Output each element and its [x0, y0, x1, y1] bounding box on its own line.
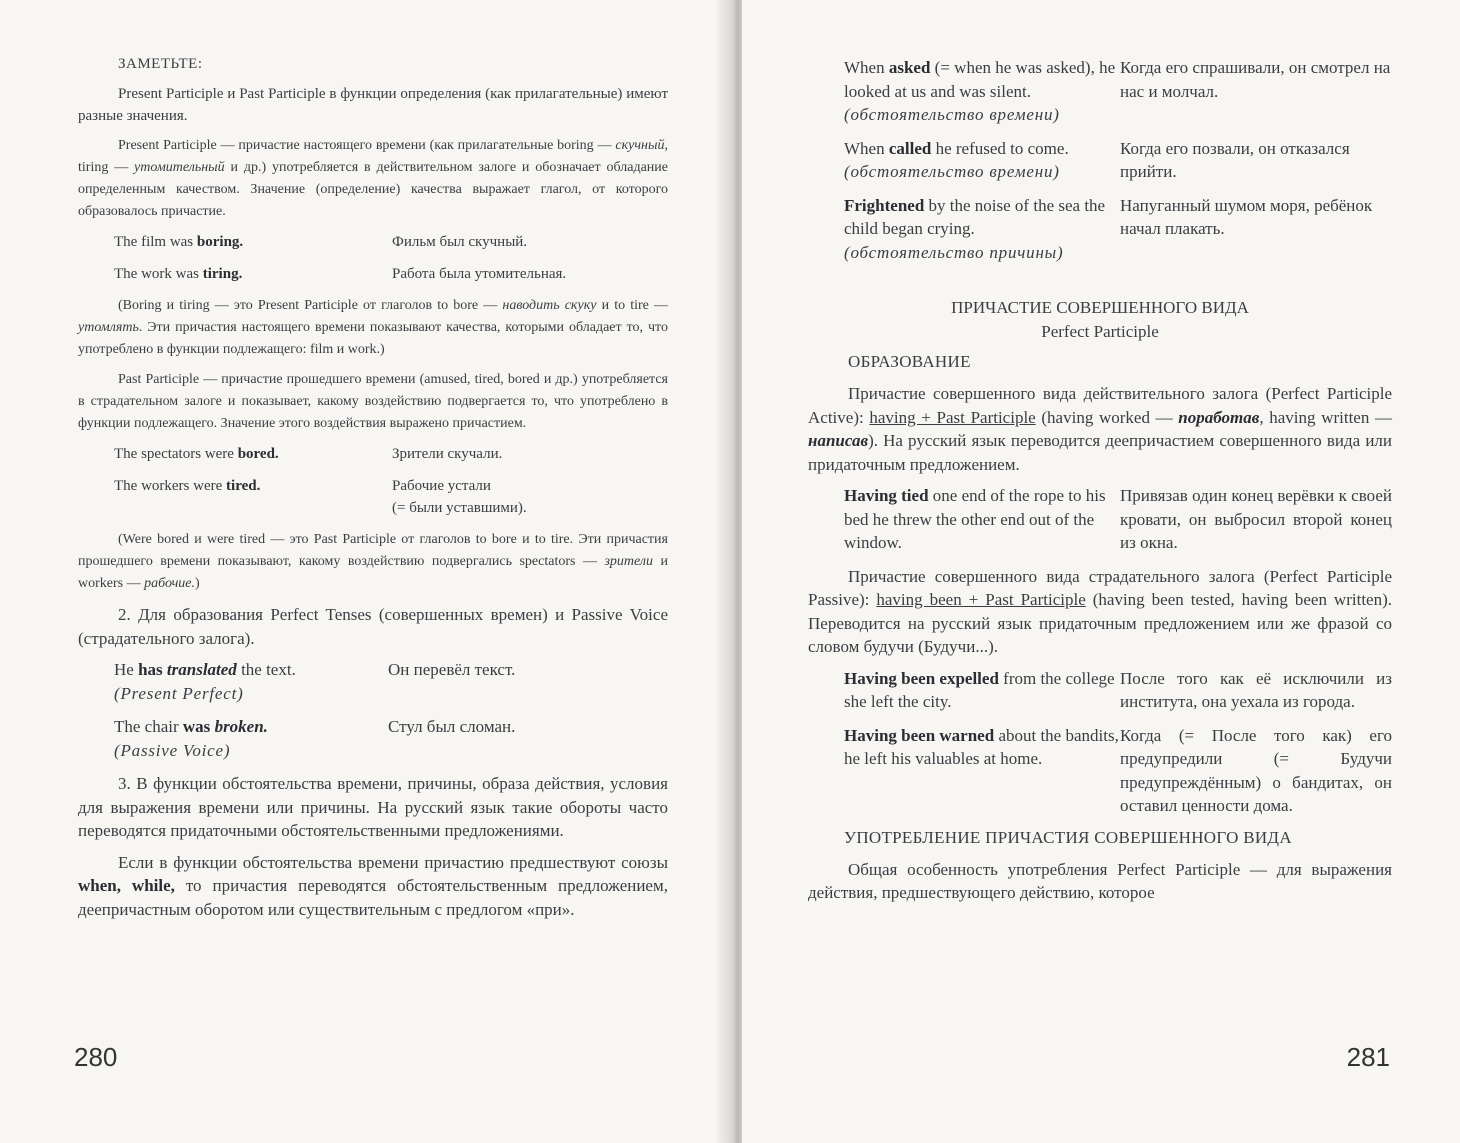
page-number: 280 — [74, 1042, 118, 1072]
example-russian: Зрители скучали. — [392, 446, 503, 462]
example-row — [78, 658, 668, 705]
example-russian: Стул был сломан. — [388, 717, 516, 736]
example-english: Having tied one end of the rope to his bed he threw the other end out of the window. — [844, 486, 1106, 552]
example-english: The workers were tired. — [114, 478, 261, 494]
example-row — [808, 137, 1392, 184]
example-row — [808, 667, 1392, 714]
example-english: Having been expelled from the college she left the city. — [844, 668, 1115, 711]
example-english: Having been warned about the bandits, he left his valuables at home. — [844, 725, 1119, 768]
example-english: When called he refused to come. (обстоятельство времени) — [844, 138, 1069, 181]
paragraph-perfect-passive: Причастие совершенного вида страдательного залога (Perfect Participle Passive): having been + Past Participle (having been tested, having been written). Переводится на русский язык придаточным предложением или же фразой со словом будучи (Будучи...). — [808, 566, 1392, 656]
example-row — [808, 484, 1392, 555]
example-english: He has translated the text. (Present Perfect) — [114, 660, 296, 703]
example-russian: Когда его позвали, он отказался прийти. — [1120, 138, 1350, 181]
paragraph-were-bored: (Were bored и were tired — это Past Participle от глаголов to bore и to tire. Эти причастия прошедшего времени показывают, какому воздействию подвергались spectators — зрители и workers — рабочие.) — [78, 532, 669, 591]
example-english: The spectators were bored. — [114, 446, 279, 462]
example-russian: Фильм был скучный. — [392, 234, 528, 250]
paragraph-adverbial-function: 3. В функции обстоятельства времени, причины, образа действия, условия для выражения времени или причины. На русский язык такие обороты часто переводятся придаточными обстоятельственными предложениями. — [78, 774, 668, 840]
example-row — [78, 443, 668, 465]
paragraph-boring-tiring: (Boring и tiring — это Present Participle от глаголов to bore — наводить скуку и to tire — утомлять. Эти причастия настоящего времени показывают качества, которыми обладает то, что употреблено в функции подлежащего: film и work.) — [78, 298, 668, 357]
paragraph-perfect-active: Причастие совершенного вида действительного залога (Perfect Participle Active): having + Past Participle (having worked — поработав, having written — написав). На русский язык переводится деепричастием совершенного вида или придаточным предложением. — [808, 384, 1393, 474]
example-russian: Когда его спрашивали, он смотрел на нас и молчал. — [1120, 58, 1391, 101]
example-russian: Напуганный шумом моря, ребёнок начал плакать. — [1120, 195, 1373, 238]
section-subtitle: Perfect Participle — [1041, 322, 1159, 341]
example-russian: Когда (= После того как) его предупредили (= Будучи предупреждённым) о бандитах, он оставил ценности дома. — [1120, 725, 1392, 815]
section-heading: ЗАМЕТЬТЕ: — [118, 56, 203, 72]
example-russian: Привязав один конец верёвки к своей кровати, он выбросил второй конец из окна. — [1120, 486, 1392, 552]
example-row — [808, 724, 1392, 818]
page-left — [0, 0, 728, 1143]
section-title: ПРИЧАСТИЕ СОВЕРШЕННОГО ВИДА — [951, 298, 1249, 317]
paragraph-participles-intro: Present Participle и Past Participle в функции определения (как прилагательные) имеют разные значения. — [78, 86, 668, 124]
example-row — [78, 263, 668, 285]
example-english: When asked (= when he was asked), he looked at us and was silent. (обстоятельство времени) — [844, 58, 1116, 124]
page-number: 281 — [1346, 1042, 1390, 1072]
example-row — [78, 715, 668, 762]
example-russian: Он перевёл текст. — [388, 660, 516, 679]
example-english: The film was boring. — [114, 234, 244, 250]
page-right — [742, 0, 1460, 1143]
example-english: The chair was broken. (Passive Voice) — [114, 717, 268, 760]
subsection-heading-formation: ОБРАЗОВАНИЕ — [848, 352, 971, 371]
paragraph-when-while: Если в функции обстоятельства времени причастию предшествуют союзы when, while, то причастия переводятся обстоятельственным предложением, деепричастным оборотом или существительным с предлогом «при». — [78, 852, 668, 919]
paragraph-perfect-tenses: 2. Для образования Perfect Tenses (совершенных времен) и Passive Voice (страдательного залога). — [78, 605, 668, 648]
paragraph-usage: Общая особенность употребления Perfect Participle — для выражения действия, предшествующего действию, которое — [808, 859, 1392, 902]
subsection-heading-usage: УПОТРЕБЛЕНИЕ ПРИЧАСТИЯ СОВЕРШЕННОГО ВИДА — [844, 827, 1292, 847]
example-russian: Работа была утомительная. — [392, 266, 567, 282]
example-row — [78, 475, 668, 519]
example-row — [78, 231, 668, 253]
example-english: Frightened by the noise of the sea the child began crying. (обстоятельство причины) — [844, 195, 1106, 262]
example-row — [808, 56, 1392, 127]
example-russian: После того как её исключили из института, она уехала из города. — [1120, 668, 1392, 711]
example-russian: Рабочие устали (= были уставшими). — [392, 478, 527, 516]
example-row — [808, 194, 1392, 265]
example-english: The work was tiring. — [114, 266, 243, 282]
paragraph-present-participle: Present Participle — причастие настоящего времени (как прилагательные boring — скучный, tiring — утомительный и др.) употребляется в действительном залоге и обозначает обладание определенным качеством. Значение (определение) качества выражает глагол, от которого образовалось причастие. — [78, 138, 668, 219]
paragraph-past-participle: Past Participle — причастие прошедшего времени (amused, tired, bored и др.) употребляется в страдательном залоге и показывает, какому воздействию подвергается то, что употреблено в функции подлежащего. Значение этого воздействия выражено причастием. — [78, 372, 668, 431]
